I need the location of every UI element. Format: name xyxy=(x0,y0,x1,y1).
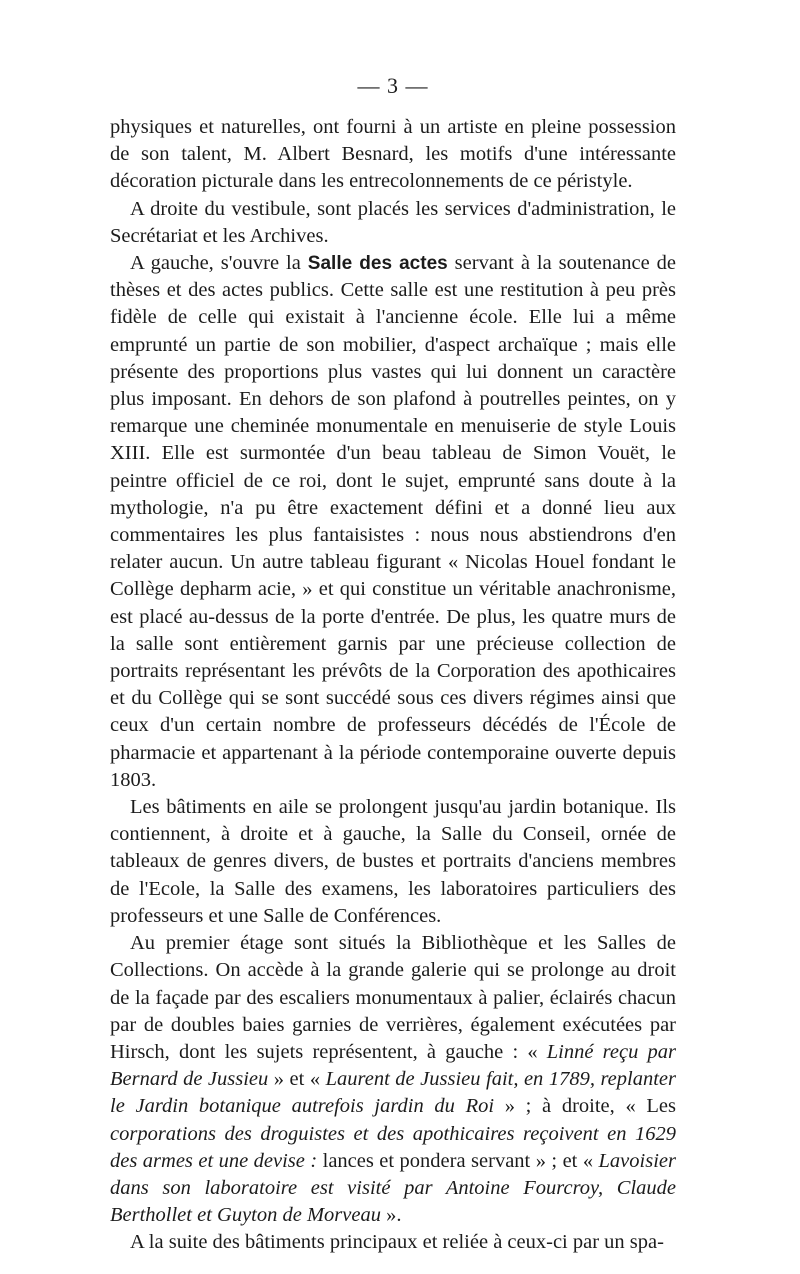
paragraph-3 xyxy=(110,250,676,794)
paragraph-5-text-3: » ; à droite, « Les xyxy=(494,1095,676,1118)
paragraph-2: A droite du vestibule, sont placés les services d'administration, le Secrétariat et les Archives. xyxy=(110,197,676,247)
paragraph-5-italic-3: corporations des droguistes et des apothicaires reçoivent en 1629 des armes et une devise : xyxy=(110,1122,676,1172)
paragraph-5-text-2: » et « xyxy=(268,1068,326,1091)
paragraph-1: physiques et naturelles, ont fourni à un artiste en pleine possession de son talent, M. Albert Besnard, les motifs d'une intéressante décoration picturale dans les entrecolonnements de ce péristyle. xyxy=(110,116,676,193)
paragraph-6: A la suite des bâtiments principaux et reliée à ceux-ci par un spa- xyxy=(130,1231,664,1254)
document-page xyxy=(110,72,676,1257)
salle-des-actes-heading: Salle des actes xyxy=(307,253,448,275)
paragraph-5 xyxy=(110,930,676,1229)
paragraph-5-text-5: ». xyxy=(380,1204,402,1227)
page-number: — 3 — xyxy=(357,73,429,98)
paragraph-5-text-4: lances et pondera servant » ; et « xyxy=(317,1149,599,1172)
paragraph-5-italic-2: Laurent de Jussieu fait, en 1789, replanter le Jardin botanique autrefois jardin du Roi xyxy=(110,1068,676,1118)
paragraph-5-italic-1: Linné reçu par Bernard de Jussieu xyxy=(110,1040,676,1091)
paragraph-5-text-1: Au premier étage sont situés la Bibliothèque et les Salles de Collections. On accède à la grande galerie qui se prolonge au droit de la façade par des escaliers monumentaux à palier, éclairés chacun par de doubles baies garnies de verrières, également exécutées par Hirsch, dont les sujets représentent, à gauche : « xyxy=(110,932,676,1063)
paragraph-4: Les bâtiments en aile se prolongent jusqu'au jardin botanique. Ils contiennent, à droite et à gauche, la Salle du Conseil, ornée de tableaux de genres divers, de bustes et portraits d'anciens membres de l'Ecole, la Salle des examens, les laboratoires particuliers des professeurs et une Salle de Conférences. xyxy=(110,796,676,927)
paragraph-3-start: A gauche, s'ouvre la xyxy=(130,252,308,275)
paragraph-5-italic-4: Lavoisier dans son laboratoire est visité par Antoine Fourcroy, Claude Berthollet et Guyton de Morveau xyxy=(110,1149,676,1227)
paragraph-3-rest: servant à la soutenance de thèses et des actes publics. Cette salle est une restitution à peu près fidèle de celle qui existait à l'ancienne école. Elle lui a même emprunté un partie de son mobilier, d'aspect archaïque ; mais elle présente des proportions plus vastes qui lui donnent un caractère plus imposant. En dehors de son plafond à poutrelles peintes, on y remarque une cheminée monumentale en menuiserie de style Louis XIII. Elle est surmontée d'un beau tableau de Simon Vouët, le peintre officiel de ce roi, dont le sujet, emprunté sans doute à la mythologie, n'a pu être exactement défini et a donné lieu aux commentaires les plus fantaisistes : nous nous abstiendrons d'en relater aucun. Un autre tableau figurant « Nicolas Houel fondant le Collège depharm acie, » et qui constitue un véritable anachronisme, est placé au-dessus de la porte d'entrée. De plus, les quatre murs de la salle sont entièrement garnis par une précieuse collection de portraits représentant les prévôts de la Corporation des apothicaires et du Collège qui se sont succédé sous ces divers régimes ainsi que ceux d'un certain nombre de professeurs décédés de l'École de pharmacie et appartenant à la période contemporaine ouverte depuis 1803. xyxy=(110,252,676,791)
